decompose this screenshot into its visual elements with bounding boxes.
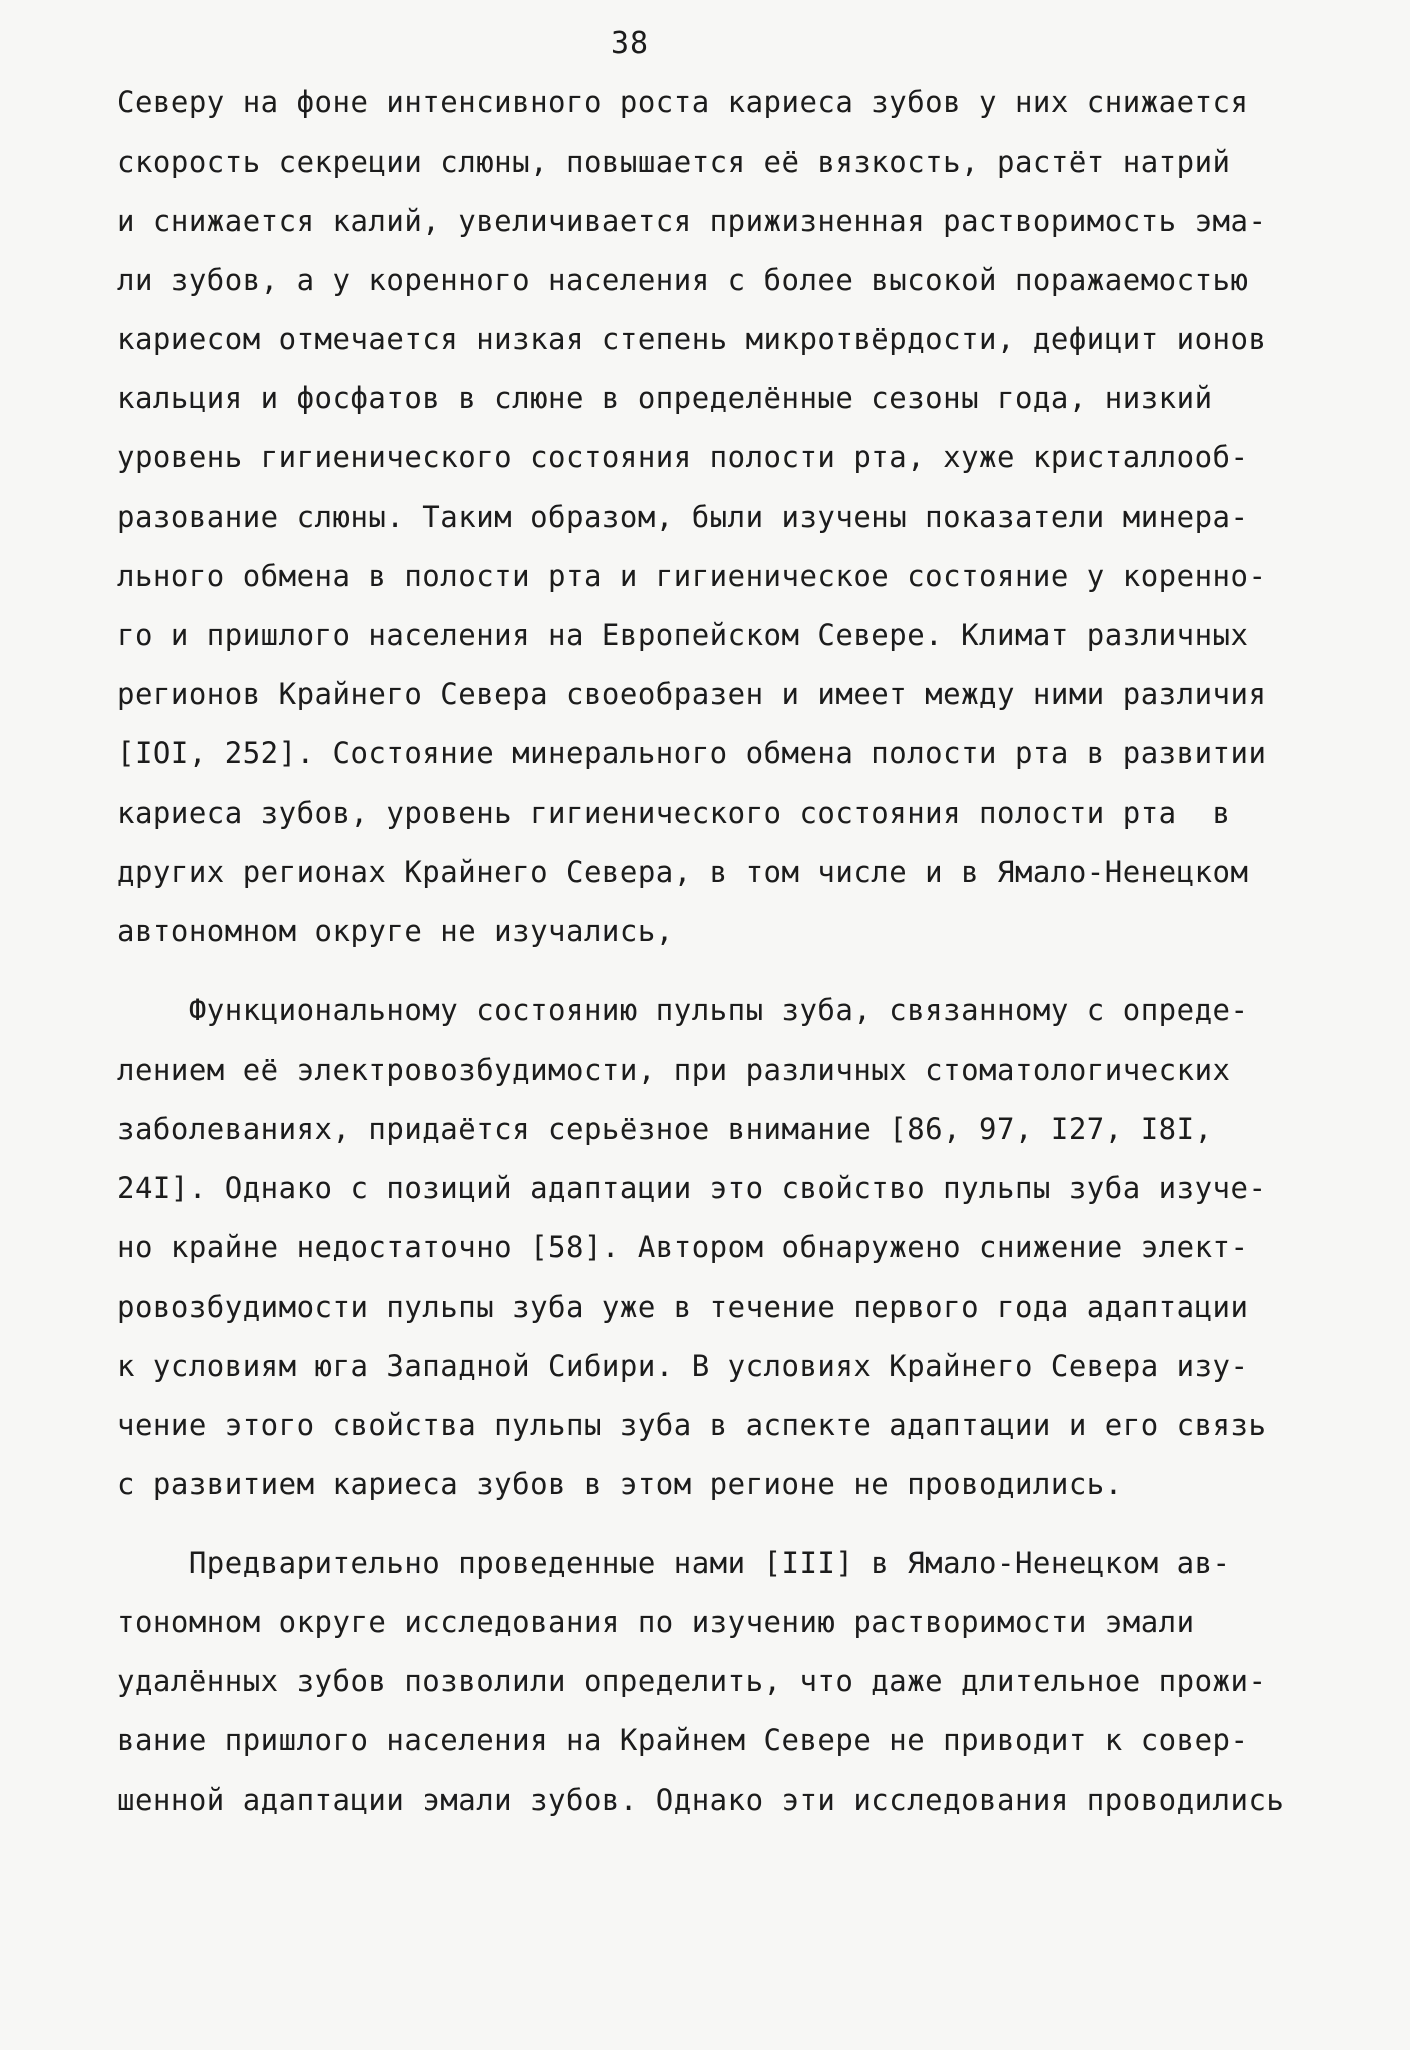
text-line: уровень гигиенического состояния полости рта, хуже кристаллооб- (117, 440, 1249, 474)
text-line: других регионах Крайнего Севера, в том числе и в Ямало-Ненецком (117, 855, 1249, 889)
text-line: тономном округе исследования по изучению растворимости эмали (117, 1605, 1195, 1639)
text-line: к условиям юга Западной Сибири. В условиях Крайнего Севера изу- (117, 1349, 1249, 1383)
text-line: 24I]. Однако с позиций адаптации это свойство пульпы зуба изуче- (117, 1171, 1267, 1205)
text-line: вание пришлого населения на Крайнем Севере не приводит к совер- (117, 1723, 1249, 1757)
text-line: ли зубов, а у коренного населения с более высокой поражаемостью (117, 263, 1249, 297)
text-line: Предварительно проведенные нами [III] в Ямало-Ненецком ав- (117, 1546, 1231, 1580)
text-line: автономном округе не изучались, (117, 914, 674, 948)
text-line: ровозбудимости пульпы зуба уже в течение первого года адаптации (117, 1290, 1249, 1324)
text-line: Северу на фоне интенсивного роста кариеса зубов у них снижается (117, 85, 1249, 119)
text-line: льного обмена в полости рта и гигиеническое состояние у коренно- (117, 559, 1267, 593)
text-line: но крайне недостаточно [58]. Автором обнаружено снижение элект- (117, 1230, 1249, 1264)
text-line: [IOI, 252]. Состояние минерального обмена полости рта в развитии (117, 736, 1267, 770)
text-line: го и пришлого населения на Европейском Севере. Климат различных (117, 618, 1249, 652)
text-line: с развитием кариеса зубов в этом регионе не проводились. (117, 1467, 1123, 1501)
text-line: регионов Крайнего Севера своеобразен и имеет между ними различия (117, 677, 1267, 711)
text-line: и снижается калий, увеличивается прижизненная растворимость эма- (117, 204, 1267, 238)
text-line: удалённых зубов позволили определить, что даже длительное прожи- (117, 1664, 1267, 1698)
text-line: чение этого свойства пульпы зуба в аспекте адаптации и его связь (117, 1408, 1267, 1442)
text-line: скорость секреции слюны, повышается её вязкость, растёт натрий (117, 145, 1231, 179)
text-line: кальция и фосфатов в слюне в определённые сезоны года, низкий (117, 381, 1213, 415)
page-number: 38 (610, 26, 650, 61)
text-line: лением её электровозбудимости, при различных стоматологических (117, 1053, 1231, 1087)
text-line: кариеса зубов, уровень гигиенического состояния полости рта в (117, 796, 1231, 830)
text-line: шенной адаптации эмали зубов. Однако эти исследования проводились (117, 1783, 1285, 1817)
text-line: заболеваниях, придаётся серьёзное внимание [86, 97, I27, I8I, (117, 1112, 1213, 1146)
text-line: разование слюны. Таким образом, были изучены показатели минера- (117, 500, 1249, 534)
text-line: Функциональному состоянию пульпы зуба, связанному с опреде- (117, 993, 1249, 1027)
text-line: кариесом отмечается низкая степень микротвёрдости, дефицит ионов (117, 322, 1267, 356)
